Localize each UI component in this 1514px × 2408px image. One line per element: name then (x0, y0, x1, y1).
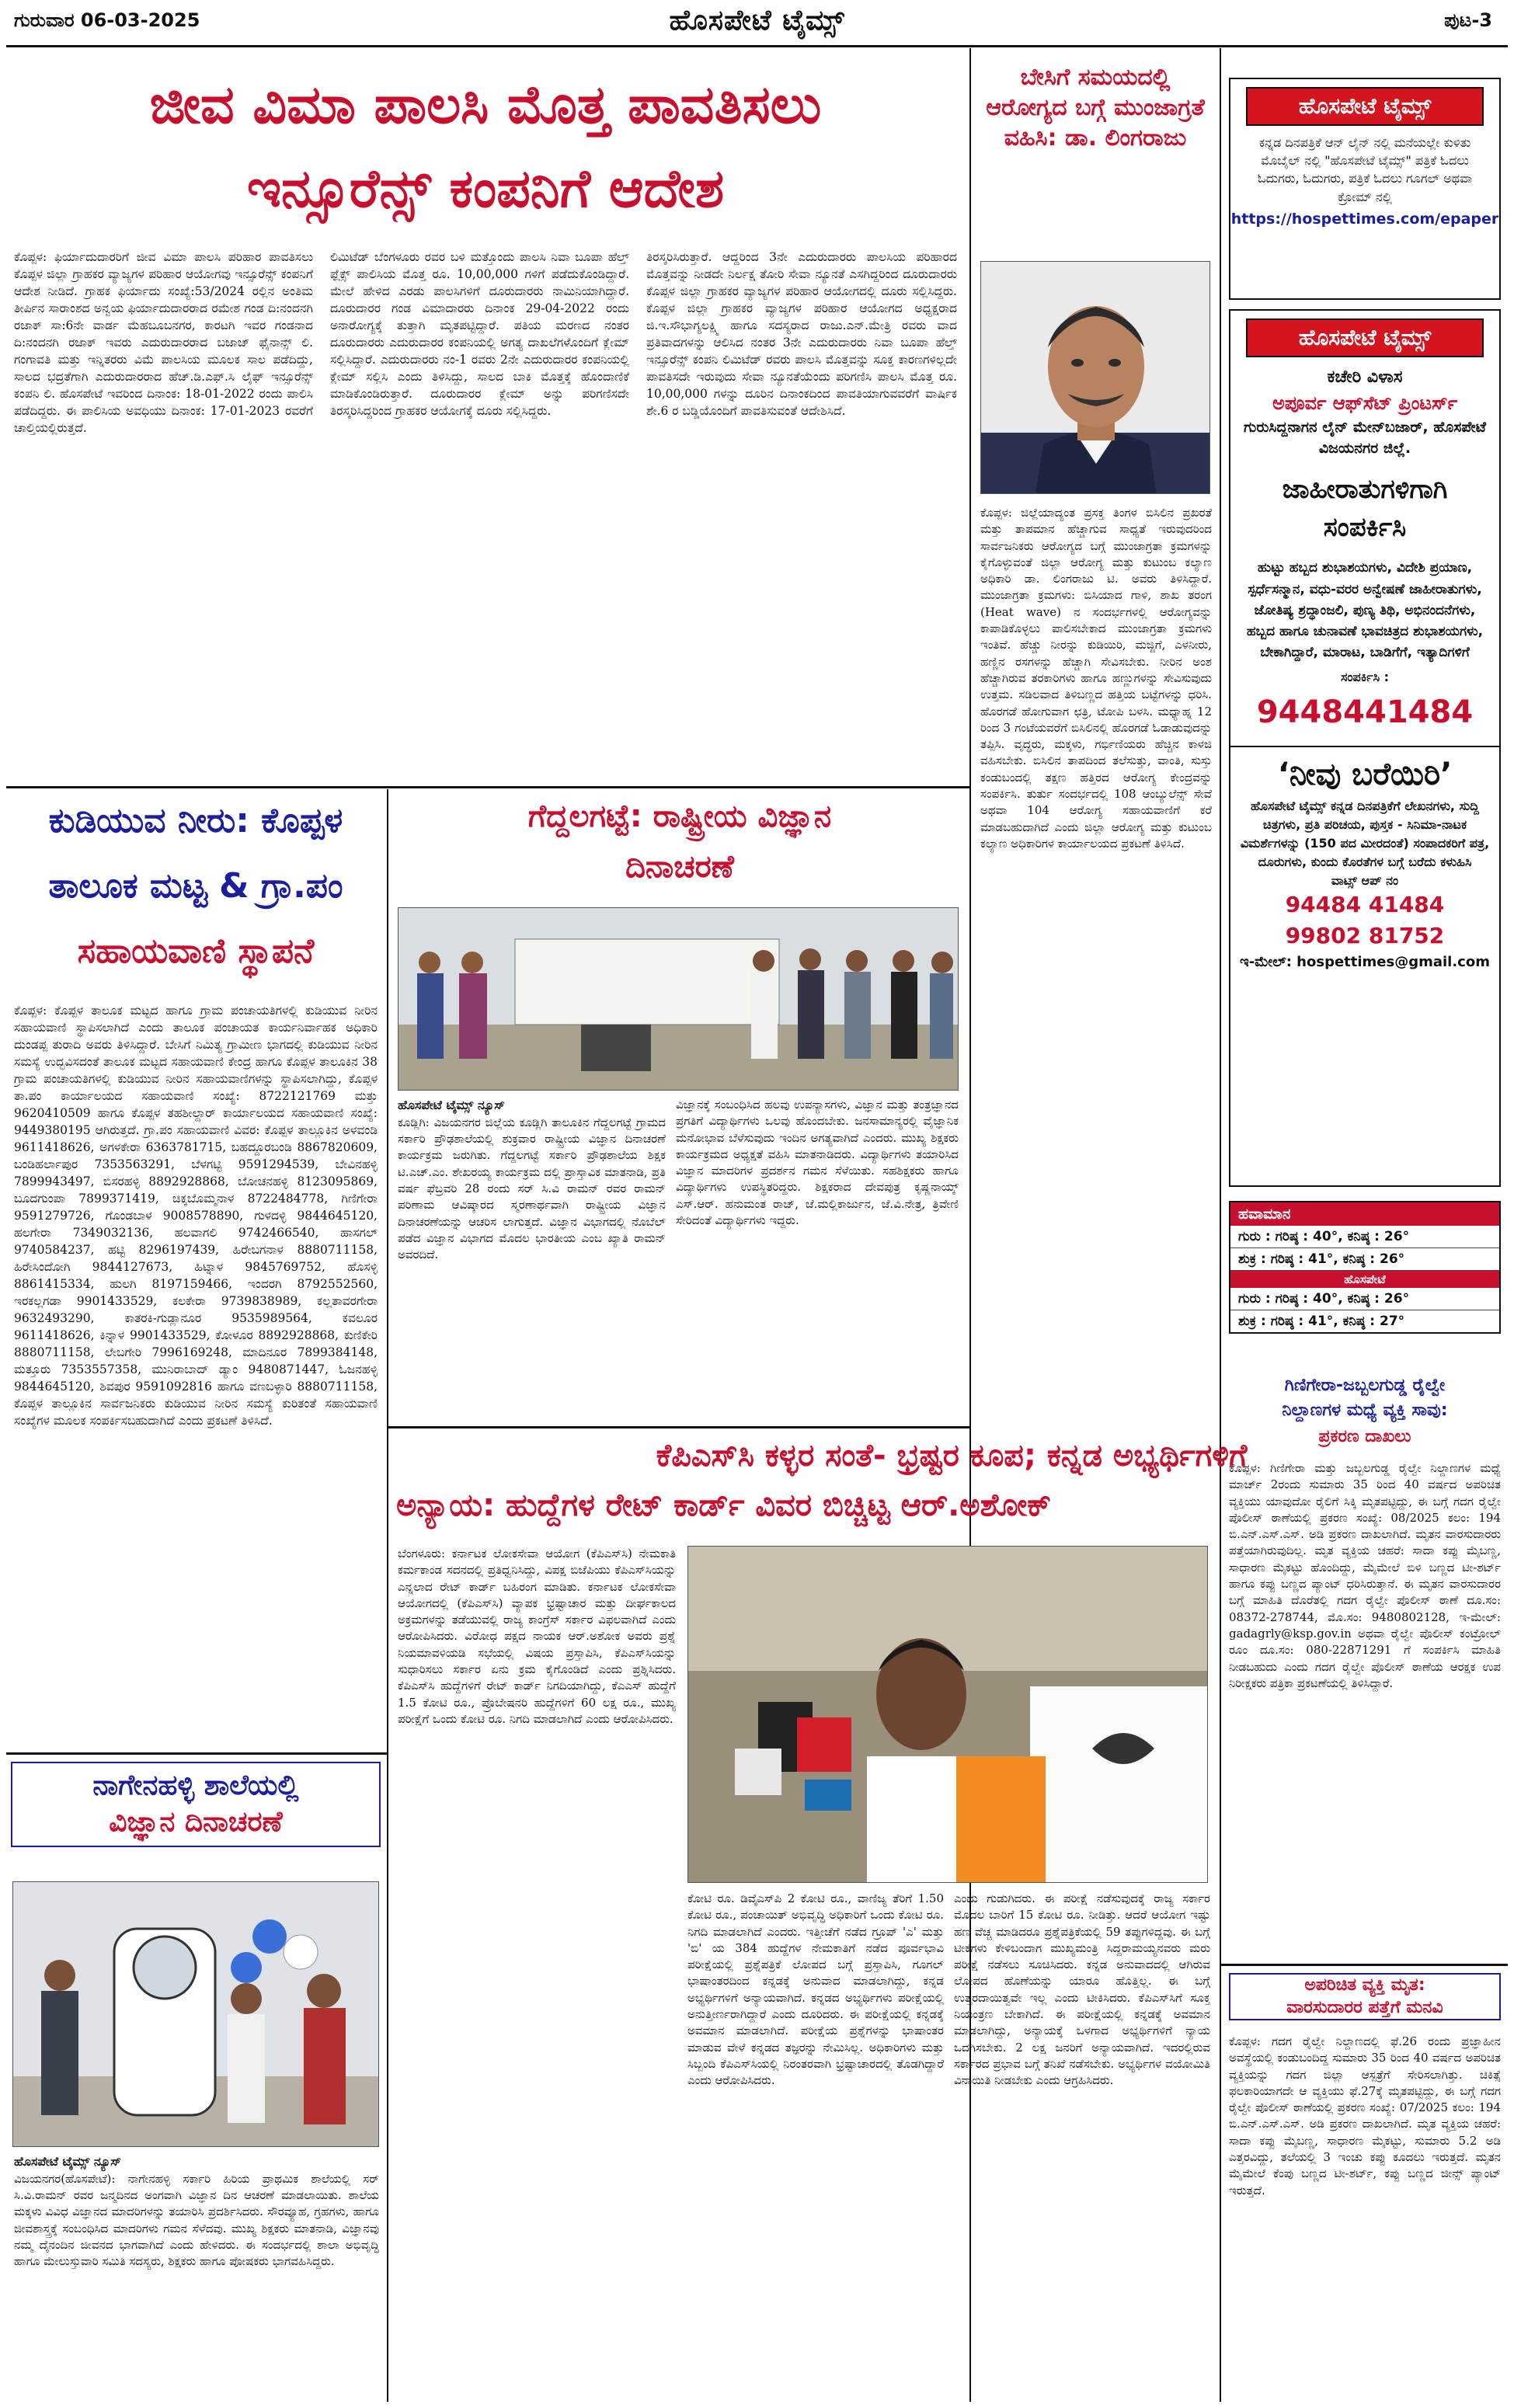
railway-body: ಕೊಪ್ಪಳ: ಗಿಣಿಗೇರಾ ಮತ್ತು ಜಬ್ಬಲಗುಡ್ಡ ರೈಲ್ವೇ ನಿಲ್ದಾಣಗಳ ಮಧ್ಯೆ ಮಾರ್ಚ್ 2ರಂದು ಸುಮಾರು 35 ರಿಂದ 40 ವರ್ಷದ ಅಪರಿಚಿತ ವ್ಯಕ್ತಿಯು ಯಾವುದೋ ರೈಲಿಗೆ ಸಿಕ್ಕಿ ಮೃತಪಟ್ಟಿದ್ದು, ಈ ಬಗ್ಗೆ ಗದಗ ರೈಲ್ವೇ ಪೊಲೀಸ್ ಠಾಣೆಯಲ್ಲಿ ಪ್ರಕರಣ ಸಂಖ್ಯೆ: 08/2025 ಕಲಂ: 194 ಬಿ.ಎನ್.ಎಸ್.ಎಸ್. ಅಡಿ ಪ್ರಕರಣ ದಾಖಲಾಗಿದೆ. ಮೃತನ ವಾರಸುದಾರರು ಪತ್ತೆಯಾಗಿರುವುದಿಲ್ಲ. ಮೃತ ವ್ಯಕ್ತಿಯ ಚಹರೆ: ಸಾದಾ ಕಪ್ಪು ಮೈಬಣ್ಣ, ಸಾಧಾರಣ ಮೈಕಟ್ಟು ಹೊಂದಿದ್ದು, ಮೈಮೇಲೆ ಬಿಳಿ ಬಣ್ಣದ ಟೀ-ಶರ್ಟ್ ಹಾಗೂ ಕಪ್ಪು ಬಣ್ಣದ ಪ್ಯಾಂಟ್ ಧರಿಸಿರುತ್ತಾನೆ. ಈ ಮೃತನ ವಾರಸುದಾರರ ಬಗ್ಗೆ ಮಾಹಿತಿ ದೊರೆತಲ್ಲಿ ಗದಗ ರೈಲ್ವೇ ಪೊಲೀಸ್ ಠಾಣೆ ದೂ.ಸಂ: 08372-278744, ಮೊ.ಸಂ: 9480802128, ಇ-ಮೇಲ್: gadagrly@ksp.gov.in ಅಥವಾ ರೈಲ್ವೇ ಪೊಲೀಸ್ ಕಂಟ್ರೋಲ್ ರೂಂ ದೂ.ಸಂ: 080-22871291 ಗೆ ಸಂಪರ್ಕಿಸಿ ಮಾಹಿತಿ ನೀಡಬಹುದು ಎಂದು ಗದಗ ರೈಲ್ವೇ ಪೊಲೀಸ್ ಠಾಣೆಯ ಆರಕ್ಷಕ ಉಪ ನಿರೀಕ್ಷಕರು ಪತ್ರಿಕಾ ಪ್ರಕಟಣೆಯಲ್ಲಿ ತಿಳಿಸಿದ್ದಾರೆ. (1229, 1461, 1501, 1690)
section-rule (1221, 1964, 1508, 1966)
school-headline-box (11, 1762, 381, 1847)
science-body-1: ಕೂಡ್ಲಿಗಿ: ವಿಜಯನಗರ ಜಿಲ್ಲೆಯ ಕೂಡ್ಲಿಗಿ ತಾಲೂಕಿನ ಗೆದ್ದಲಗಟ್ಟೆ ಗ್ರಾಮದ ಸರ್ಕಾರಿ ಪ್ರೌಢಶಾಲೆಯಲ್ಲಿ ಶುಕ್ರವಾರ ರಾಷ್ಟ್ರೀಯ ವಿಜ್ಞಾನ ದಿನಾಚರಣೆ ಕಾರ್ಯಕ್ರಮ ಜರುಗಿತು. ಗೆದ್ದಲಗಟ್ಟೆ ಸರ್ಕಾರಿ ಪ್ರೌಢಶಾಲೆಯ ಶಿಕ್ಷಕ ಟಿ.ಎಚ್.ಎಂ. ಶೇಖರಯ್ಯ ಕಾರ್ಯಕ್ರಮ ದಲ್ಲಿ ಪ್ರಾಸ್ತಾವಿಕ ಮಾತನಾಡಿ, ಪ್ರತಿ ವರ್ಷ ಫೆಬ್ರವರಿ 28 ರಂದು ಸರ್ ಸಿ.ವಿ ರಾಮನ್ ರವರ ರಾಮನ್ ಪರಿಣಾಮ ಆವಿಷ್ಕಾರದ ಸ್ಮರಣಾರ್ಥವಾಗಿ ರಾಷ್ಟ್ರೀಯ ವಿಜ್ಞಾನ ದಿನಾಚರಣೆಯನ್ನು ಆಚರಿಸ ಲಾಗುತ್ತದೆ. ವಿಜ್ಞಾನ ವಿಭಾಗದಲ್ಲಿ ನೊಬೆಲ್ ಪಡೆದ ವಿಜ್ಞಾನ ವಿಭಾಗದ ಮೊದಲ ಭಾರತೀಯ ಎಂಬ ಖ್ಯಾತಿ ರಾಮನ್ ಅವರದಿದೆ. (398, 1115, 666, 1262)
school-headline-2: ವಿಜ್ಞಾನ ದಿನಾಚರಣೆ (109, 1805, 283, 1838)
section-rule (6, 786, 969, 788)
lead-column-2: ಲಿಮಿಟೆಡ್ ಬೆಂಗಳೂರು ರವರ ಬಳಿ ಮತ್ತೊಂದು ಪಾಲಸಿ ನಿವಾ ಬೂಪಾ ಹೆಲ್ತ್ ಫ್ಲೆಕ್ಸ್ ಪಾಲಿಸಿಯ ಮೊತ್ತ ರೂ. 10,00,000 ಗಳಿಗೆ ಪಡೆದುಕೊಂಡಿದ್ದಾರೆ. ಮೇಲೆ ಹೇಳಿದ ಎರಡು ಪಾಲಸಿಗಳಿಗೆ ದೂರುದಾರರು ನಾಮಿನಿಯಾಗಿದ್ದಾರೆ. ದೂರುದಾರರ ಗಂಡ ವಿಮಾದಾರರು ದಿನಾಂಕ 29-04-2022 ರಂದು ಅನಾರೋಗ್ಯಕ್ಕೆ ತುತ್ತಾಗಿ ಮೃತಪಟ್ಟಿದ್ದಾರೆ. ಪತಿಯ ಮರಣದ ನಂತರ ದೂರುದಾರರು ಎದುರುದಾರರ ಕಂಪನಿಯಲ್ಲಿ ಅಗತ್ಯ ದಾಖಲೆಗಳೊಂದಿಗೆ ಕ್ಲೇಮ್ ಸಲ್ಲಿಸಿದ್ದಾರೆ. ಎದುರುದಾರರು ನಂ-1 ರವರು 2ನೇ ಎದುರುದಾರರ ಕಂಪನಿಯಲ್ಲಿ ಕ್ಲೇಮ್ ಸಲ್ಲಿಸಿ ಎಂದು ತಿಳಿಸಿದ್ದು, ಸಾಲದ ಬಾಕಿ ಮೊತ್ತಕ್ಕೆ ಹೊಂದಾಣಿಕೆ ಮಾಡಿಕೊಂಡಿರುತ್ತಾರೆ. ದೂರುದಾರರ ಕ್ಲೇಮ್ ಅನ್ನು ಪರಿಗಣಿಸದೇ ತಿರಸ್ಕರಿಸಿದ್ದರಿಂದ ಗ್ರಾಹಕರ ಆಯೋಗಕ್ಕೆ ದೂರು ಸಲ್ಲಿಸಿದ್ದರು. (330, 250, 629, 418)
office-address: ಗುರುಸಿದ್ದನಾಗನ ಲೈನ್ ಮೇನ್‌ಬಜಾರ್, ಹೊಸಪೇಟೆ ವಿಜಯನಗರ ಜಿಲ್ಲೆ. (1244, 418, 1486, 458)
weather-table (1229, 1201, 1501, 1334)
health-headline: ಬೇಸಿಗೆ ಸಮಯದಲ್ಲಿ ಆರೋಗ್ಯದ ಬಗ್ಗೆ ಮುಂಜಾಗ್ರತೆ ವಹಿಸಿ: ಡಾ. ಲಿಂಗರಾಜು (986, 64, 1205, 151)
contact-ad-box (1229, 309, 1501, 1187)
column-divider (1220, 48, 1221, 2402)
weather-row-a1: ಗುರು : ಗರಿಷ್ಠ : 40°, ಕನಿಷ್ಠ : 26° (1230, 1226, 1499, 1248)
printer-name: ಅಪೂರ್ವ ಆಫ್‌ಸೆಟ್ ಪ್ರಿಂಟರ್ಸ್ (1272, 391, 1458, 414)
email-link[interactable]: hospettimes@gmail.com (1296, 953, 1490, 970)
page-number: ಪುಟ-3 (1444, 9, 1492, 31)
contact-label: ಸಂಪರ್ಕಿಸಿ : (1340, 670, 1390, 685)
issue-date: ಗುರುವಾರ 06-03-2025 (14, 9, 200, 31)
kpsc-column-1: ಬೆಂಗಳೂರು: ಕರ್ನಾಟಕ ಲೋಕಸೇವಾ ಆಯೋಗ (ಕೆಪಿಎಸ್‌ಸಿ) ನೇಮಕಾತಿ ಕರ್ಮಕಾಂಡ ಸದನದಲ್ಲಿ ಪ್ರತಿಧ್ವನಿಸಿದ್ದು, ವಿಪಕ್ಷ ಬಿಜೆಪಿಯು ಕೆಪಿಎಸ್‌ಸಿಯನ್ನು ಎನ್ನಲಾದ ರೇಟ್ ಕಾರ್ಡ್ ಬಹಿರಂಗ ಮಾಡಿತು. ಕರ್ನಾಟಕ ಲೋಕಸೇವಾ ಆಯೋಗದಲ್ಲಿ (ಕೆಪಿಎಸ್‌ಸಿ) ವ್ಯಾಪಕ ಭ್ರಷ್ಟಾಚಾರ ಮತ್ತು ದೀರ್ಘಕಾಲದ ಅಕ್ರಮಗಳನ್ನು ತಡೆಯುವಲ್ಲಿ ರಾಜ್ಯ ಕಾಂಗ್ರೆಸ್ ಸರ್ಕಾರ ವಿಫಲವಾಗಿದೆ ಎಂದು ಆರೋಪಿಸಿದರು. ವಿರೋಧ ಪಕ್ಷದ ನಾಯಕ ಆರ್.ಅಶೋಕ ಅವರು ಪ್ರಶ್ನೆ ನಿಯಮಾವಳಿಯಡಿ ಸಭೆಯಲ್ಲಿ ವಿಷಯ ಪ್ರಸ್ತಾಪಿಸಿ, ಕೆಪಿಎಸ್‌ಸಿಯನ್ನು ಸುಧಾರಿಸಲು ಸರ್ಕಾರ ಏನು ಕ್ರಮ ಕೈಗೊಂಡಿದೆ ಎಂದು ಪ್ರಶ್ನಿಸಿದರು. ಕೆಪಿಎಸ್‌ಸಿ ಹುದ್ದೆಗಳಿಗೆ ರೇಟ್ ಕಾರ್ಡ್ ನಿಗದಿಯಾಗಿದ್ದು, ಕೆಎಎಸ್ ಹುದ್ದೆಗೆ 1.5 ಕೋಟಿ ರೂ., ಪ್ರೊಬೇಷನರಿ ಹುದ್ದೆಗಳಿಗೆ 60 ಲಕ್ಷ ರೂ., ಮುಖ್ಯ ಪರೀಕ್ಷೆಗೆ ಒಂದು ಕೋಟಿ ರೂ. ನಿಗದಿ ಮಾಡಲಾಗಿದೆ ಎಂದು ಆರೋಪಿಸಿದರು. (398, 1547, 676, 1726)
doctor-photo (980, 261, 1210, 494)
press-conference-photo (688, 1547, 1208, 1883)
r-ashok-photo (687, 1546, 1208, 1883)
lead-headline-line1: ಜೀವ ವಿಮಾ ಪಾಲಸಿ ಮೊತ್ತ ಪಾವತಿಸಲು (149, 75, 822, 136)
unknown-headline-2: ವಾರಸುದಾರರ ಪತ್ತೆಗೆ ಮನವಿ (1286, 1997, 1443, 2017)
kpsc-column-2: ಕೋಟಿ ರೂ. ಡಿವೈಎಸ್‌ಪಿ 2 ಕೋಟಿ ರೂ., ವಾಣಿಜ್ಯ ತೆರಿಗೆ 1.50 ಕೋಟಿ ರೂ., ಪಂಚಾಯಿತ್ ಅಭಿವೃದ್ಧಿ ಅಧಿಕಾರಿಗೆ ಒಂದು ಕೋಟಿ ರೂ. ನಿಗದಿ ಮಾಡಲಾಗಿದೆ ಎಂದರು. ಇತ್ತೀಚೆಗೆ ನಡೆದ ಗ್ರೂಪ್ 'ಎ' ಮತ್ತು 'ಬಿ' ಯ 384 ಹುದ್ದೆಗಳ ನೇಮಕಾತಿಗೆ ನಡೆದ ಪೂರ್ವಭಾವಿ ಪರೀಕ್ಷೆಯಲ್ಲಿ ಪ್ರಶ್ನೆಪತ್ರಿಕೆ ಲೋಪದ ಬಗ್ಗೆ ಪ್ರಸ್ತಾಪಿಸಿ, ಗೂಗಲ್ ಭಾಷಾಂತರದಿಂದ ಕನ್ನಡಕ್ಕೆ ಅನುವಾದ ಮಾಡಲಾಗಿದ್ದು, ಕನ್ನಡ ಅಭ್ಯರ್ಥಿಗಳಿಗೆ ಅನ್ಯಾಯವಾಗಿದೆ. ಕನ್ನಡದ ಅಭ್ಯರ್ಥಿಗಳು ಪರೀಕ್ಷೆಯಲ್ಲಿ ಅನುತ್ತೀರ್ಣರಾಗಿದ್ದಾರೆ ಎಂದು ದೂರಿದರು. ಈ ಪರೀಕ್ಷೆಯಲ್ಲಿ ಕನ್ನಡಕ್ಕೆ ಅವಮಾನ ಮಾಡಲಾಗಿದೆ. ಪರೀಕ್ಷೆಯ ಪ್ರಶ್ನೆಗಳನ್ನು ಭಾಷಾಂತರ ಮಾಡುವ ವೇಳೆ ಕನ್ನಡದ ತಜ್ಞರನ್ನು ನೇಮಿಸಿಲ್ಲ. ಅಧಿಕಾರಿಗಳು ಮತ್ತು ಸಿಬ್ಬಂದಿ ಕೆಪಿಎಸ್‌ಸಿಯಲ್ಲಿ ನಿರಂತರವಾಗಿ ಭ್ರಷ್ಟಾಚಾರದಲ್ಲಿ ತೊಡಗಿದ್ದಾರೆ ಎಂದು ಆರೋಪಿಸಿದರು. (687, 1891, 944, 2088)
writers-text: ಹೊಸಪೇಟೆ ಟೈಮ್ಸ್ ಕನ್ನಡ ದಿನಪತ್ರಿಕೆಗೆ ಲೇಖನಗಳು, ಸುದ್ದಿ ಚಿತ್ರಗಳು, ಪ್ರತಿ ಪರಿಚಯ, ಪುಸ್ತಕ - ಸಿನಿಮಾ-ನಾಟಕ ವಿಮರ್ಶೆಗಳನ್ನು (150 ಪದ ಮೀರದಂತೆ) ಸಂಪಾದಕರಿಗೆ ಪತ್ರ, ದೂರುಗಳು, ಕುಂದು ಕೊರತೆಗಳ ಬಗ್ಗೆ ಬರೆದು ಕಳುಹಿಸಿ (1240, 798, 1490, 869)
ads-title: ಜಾಹೀರಾತುಗಳಿಗಾಗಿ (1282, 473, 1448, 505)
whatsapp-phone-1[interactable]: 94484 41484 (1285, 891, 1445, 917)
column-divider (387, 789, 388, 2402)
whatsapp-label: ವಾಟ್ಸ್ ಆಪ್ ನಂ (1331, 872, 1399, 888)
science-column-2: ವಿಜ್ಞಾನಕ್ಕೆ ಸಂಬಂಧಿಸಿದ ಹಲವು ಉಪನ್ಯಾಸಗಳು, ವಿಜ್ಞಾನ ಮತ್ತು ತಂತ್ರಜ್ಞಾನದ ಪ್ರಗತಿಗೆ ವಿದ್ಯಾರ್ಥಿಗಳು ಒಲವು ಹೊಂದಬೇಕು. ಜನಸಾಮಾನ್ಯರಲ್ಲಿ ವೈಜ್ಞಾನಿಕ ಮನೋಭಾವ ಬೆಳೆಸುವುದು ಇಂದಿನ ಅಗತ್ಯವಾಗಿದೆ ಎಂದರು. ಮುಖ್ಯ ಶಿಕ್ಷಕರು ಕಾರ್ಯಕ್ರಮದ ಅಧ್ಯಕ್ಷತೆ ವಹಿಸಿ ಮಾತನಾಡಿದರು. ವಿದ್ಯಾರ್ಥಿಗಳು ತಯಾರಿಸಿದ ವಿಜ್ಞಾನ ಮಾದರಿಗಳ ಪ್ರದರ್ಶನ ಗಮನ ಸೆಳೆಯಿತು. ಸಹಶಿಕ್ಷಕರು ಹಾಗೂ ವಿದ್ಯಾರ್ಥಿಗಳು ಉಪಸ್ಥಿತರಿದ್ದರು. ಶಿಕ್ಷಕರಾದ ದೇವಪುತ್ರ ಕೃಷ್ಣನಾಯ್ಕ್ ಎಸ್.ಆರ್. ಹನುಮಂತ ರಾಜ್, ಜೆ.ಮಲ್ಲಿಕಾರ್ಜುನ, ಜೆ.ವಿ.ನೇತ್ರ, ತ್ರಿವೇಣಿ ಸೇರಿದಂತೆ ವಿದ್ಯಾರ್ಥಿಗಳು ಇದ್ದರು. (676, 1098, 959, 1228)
health-body: ಕೊಪ್ಪಳ: ಜಿಲ್ಲೆಯಾದ್ಯಂತ ಪ್ರಸಕ್ತ ತಿಂಗಳ ಬಿಸಿಲಿನ ಪ್ರಖರತೆ ಮತ್ತು ತಾಪಮಾನ ಹೆಚ್ಚಾಗುವ ಸಾಧ್ಯತೆ ಇರುವುದರಿಂದ ಸಾರ್ವಜನಿಕರು ಆರೋಗ್ಯದ ಬಗ್ಗೆ ಮುಂಜಾಗ್ರತಾ ಕ್ರಮಗಳನ್ನು ಕೈಗೊಳ್ಳುವಂತೆ ಜಿಲ್ಲಾ ಆರೋಗ್ಯ ಮತ್ತು ಕುಟುಂಬ ಕಲ್ಯಾಣ ಅಧಿಕಾರಿ ಡಾ. ಲಿಂಗರಾಜು ಟಿ. ಅವರು ತಿಳಿಸಿದ್ದಾರೆ. ಮುಂಜಾಗ್ರತಾ ಕ್ರಮಗಳು: ಬಿಸಿಯಾದ ಗಾಳಿ, ಶಾಖ ತರಂಗ (Heat wave) ನ ಸಂದರ್ಭಗಳಲ್ಲಿ ಆರೋಗ್ಯವನ್ನು ಕಾಪಾಡಿಕೊಳ್ಳಲು ಪಾಲಿಸಬೇಕಾದ ಮುಂಜಾಗ್ರತಾ ಕ್ರಮಗಳು ಇಂತಿವೆ. ಹೆಚ್ಚು ನೀರನ್ನು ಕುಡಿಯಿರಿ, ಮಜ್ಜಿಗೆ, ಎಳನೀರು, ಹಣ್ಣಿನ ರಸಗಳನ್ನು ಹೆಚ್ಚಾಗಿ ಸೇವಿಸಬೇಕು. ನೀರಿನ ಅಂಶ ಹೆಚ್ಚಾಗಿರುವ ತರಕಾರಿಗಳು ಹಾಗೂ ಹಣ್ಣುಗಳನ್ನು ಸೇವಿಸುವುದು ಉತ್ತಮ. ಸಡಿಲವಾದ ತಿಳಿಬಣ್ಣದ ಹತ್ತಿಯ ಬಟ್ಟೆಗಳನ್ನು ಧರಿಸಿ. ಹೊರಗಡೆ ಹೋಗುವಾಗ ಛತ್ರಿ, ಟೋಪಿ ಬಳಸಿ. ಮಧ್ಯಾಹ್ನ 12 ರಿಂದ 3 ಗಂಟೆಯವರೆಗೆ ಬಿಸಿಲಿನಲ್ಲಿ ಹೊರಗಡೆ ಓಡಾಡುವುದನ್ನು ತಪ್ಪಿಸಿ. ವೃದ್ಧರು, ಮಕ್ಕಳು, ಗರ್ಭಿಣಿಯರು ಹೆಚ್ಚಿನ ಕಾಳಜಿ ವಹಿಸಬೇಕು. ಬಿಸಿಲಿನ ತಾಪದಿಂದ ತಲೆಸುತ್ತು, ವಾಂತಿ, ಸುಸ್ತು ಕಂಡುಬಂದಲ್ಲಿ ತಕ್ಷಣ ಹತ್ತಿರದ ಆರೋಗ್ಯ ಕೇಂದ್ರವನ್ನು ಸಂಪರ್ಕಿಸಿ. ತುರ್ತು ಸಂದರ್ಭದಲ್ಲಿ 108 ಆಂಬ್ಯುಲೆನ್ಸ್ ಸೇವೆ ಅಥವಾ 104 ಆರೋಗ್ಯ ಸಹಾಯವಾಣಿಗೆ ಕರೆ ಮಾಡಬಹುದಾಗಿದೆ ಎಂದು ಜಿಲ್ಲಾ ಆರೋಗ್ಯ ಮತ್ತು ಕುಟುಂಬ ಕಲ್ಯಾಣ ಅಧಿಕಾರಿಗಳ ಕಾರ್ಯಾಲಯದ ಪ್ರಕಟಣೆ ತಿಳಿಸಿದೆ. (980, 506, 1212, 851)
office-label: ಕಚೇರಿ ವಿಳಾಸ (1327, 367, 1403, 387)
section-rule (6, 1752, 387, 1755)
school-headline-1: ನಾಗೇನಹಳ್ಳಿ ಶಾಲೆಯಲ್ಲಿ (92, 1769, 299, 1801)
ads-contact-heading: ಸಂಪರ್ಕಿಸಿ (1323, 512, 1407, 544)
epaper-url-link[interactable]: https://hospettimes.com/epaper (1230, 210, 1499, 228)
weather-row-b1: ಗುರು : ಗರಿಷ್ಠ : 40°, ಕನಿಷ್ಠ : 26° (1230, 1288, 1499, 1310)
header-rule (6, 45, 1508, 47)
unknown-headline-box (1229, 1973, 1501, 2020)
science-headline-2: ದಿನಾಚರಣೆ (625, 849, 734, 885)
epaper-ad-box (1229, 78, 1501, 300)
weather-row-b2: ಶುಕ್ರ : ಗರಿಷ್ಠ : 41°, ಕನಿಷ್ಠ : 27° (1238, 1314, 1405, 1329)
science-headline-1: ಗೆದ್ದಲಗಟ್ಟೆ: ರಾಷ್ಟ್ರೀಯ ವಿಜ್ಞಾನ (527, 799, 832, 834)
ad-divider (1230, 746, 1499, 747)
ads-phone[interactable]: 9448441484 (1256, 694, 1474, 730)
unknown-body: ಕೊಪ್ಪಳ: ಗದಗ ರೈಲ್ವೇ ನಿಲ್ದಾಣದಲ್ಲಿ ಫೆ.26 ರಂದು ಪ್ರಜ್ಞಾಹೀನ ಅವಸ್ಥೆಯಲ್ಲಿ ಕಂಡುಬಂದಿದ್ದ ಸುಮಾರು 35 ರಿಂದ 40 ವರ್ಷದ ಅಪರಿಚಿತ ವ್ಯಕ್ತಿಯನ್ನು ಗದಗ ಜಿಲ್ಲಾ ಆಸ್ಪತ್ರೆಗೆ ಸೇರಿಸಲಾಗಿತ್ತು. ಚಿಕಿತ್ಸೆ ಫಲಕಾರಿಯಾಗದೇ ಆ ವ್ಯಕ್ತಿಯು ಫೆ.27ಕ್ಕೆ ಮೃತಪಟ್ಟಿದ್ದು, ಈ ಬಗ್ಗೆ ಗದಗ ರೈಲ್ವೇ ಪೊಲೀಸ್ ಠಾಣೆಯಲ್ಲಿ ಪ್ರಕರಣ ಸಂಖ್ಯೆ: 07/2025 ಕಲಂ: 194 ಬಿ.ಎನ್.ಎಸ್.ಎಸ್. ಅಡಿ ಪ್ರಕರಣ ದಾಖಲಾಗಿದೆ. ಮೃತ ವ್ಯಕ್ತಿಯ ಚಹರೆ: ಸಾದಾ ಕಪ್ಪು ಮೈಬಣ್ಣ, ಸಾಧಾರಣ ಮೈಕಟ್ಟು, ಸುಮಾರು 5.2 ಅಡಿ ಎತ್ತರವಿದ್ದು, ತಲೆಯಲ್ಲಿ 3 ಇಂಚು ಕಪ್ಪು ಕೂದಲು ಇರುತ್ತದೆ. ಮೃತನ ಮೈಮೇಲೆ ಕೆಂಪು ಬಣ್ಣದ ಟೀ-ಶರ್ಟ್, ಕಪ್ಪು ಬಣ್ಣದ ಜೀನ್ಸ್ ಪ್ಯಾಂಟ್ ಇರುತ್ತದೆ. (1229, 2034, 1501, 2197)
lead-column-1: ಕೊಪ್ಪಳ: ಫಿರ್ಯಾದುದಾರರಿಗೆ ಜೀವ ವಿಮಾ ಪಾಲಸಿ ಪರಿಹಾರ ಪಾವತಿಸಲು ಕೊಪ್ಪಳ ಜಿಲ್ಲಾ ಗ್ರಾಹಕರ ವ್ಯಾಜ್ಯಗಳ ಪರಿಹಾರ ಆಯೋಗವು ಇನ್ಸೂರೆನ್ಸ್ ಕಂಪನಿಗೆ ಆದೇಶ ನೀಡಿದೆ. ಗ್ರಾಹಕ ಫಿರ್ಯಾದು ಸಂಖ್ಯೆ:53/2024 ರಲ್ಲಿನ ಅಂತಿಮ ತೀರ್ಪಿನ ಸಾರಾಂಶದ ಅನ್ವಯ ಫಿರ್ಯಾದುದಾರರಾದ ರಮೇಶ ಗಂಡ ದಿ:ನಂದನಗಿ ರಜಾಕ್ ಸಾ:6ನೇ ವಾರ್ಡ ಮೆಹಬೂಬನಗರ, ಕಾರಟಗಿ ಇವರ ಗಂಡನಾದ ದಿ:ನಂದನಗಿ ರಜಾಕ್ ಇವರು ಎದುರುದಾರರಾದ ಬಜಾಜ್ ಫೈನಾನ್ಸ್ ಲಿ. ಗಂಗಾವತಿ ಮತ್ತು ಇನ್ನಿತರರು ವಿಮೆ ಪಾಲಸಿಯ ಮೂಲಕ ಸಾಲ ಪಡೆದಿದ್ದು, ಸಾಲದ ಭದ್ರತೆಗಾಗಿ ಎದುರುದಾರರಾದ ಹೆಚ್.ಡಿ.ಎಫ್.ಸಿ ಲೈಫ್ ಇನ್ಸೂರೆನ್ಸ್ ಕಂಪನಿ ಲಿ. ಹೊಸಪೇಟೆ ಇವರಿಂದ ದಿನಾಂಕ: 18-01-2022 ರಂದು ಪಾಲಿಸಿ ಪಡೆದಿದ್ದರು. ಈ ಪಾಲಿಸಿಯ ಅವಧಿಯು ದಿನಾಂಕ: 17-01-2023 ರವರೆಗೆ ಚಾಲ್ತಿಯಲ್ಲಿರುತ್ತದೆ. (14, 250, 313, 435)
lead-column-3: ತಿರಸ್ಕರಿಸಿರುತ್ತಾರೆ. ಆದ್ದರಿಂದ 3ನೇ ಎದುರುದಾರರು ಪಾಲಸಿಯ ಪರಿಹಾರದ ಮೊತ್ತವನ್ನು ನೀಡದೇ ನಿರ್ಲಕ್ಷ ತೋರಿ ಸೇವಾ ನ್ಯೂನತೆ ಎಸಗಿದ್ದರಿಂದ ದೂರುದಾರರು ಕೊಪ್ಪಳ ಜಿಲ್ಲಾ ಗ್ರಾಹಕರ ವ್ಯಾಜ್ಯಗಳ ಪರಿಹಾರ ಆಯೋಗದಲ್ಲಿ ದೂರು ಸಲ್ಲಿಸಿದ್ದರು. ಕೊಪ್ಪಳ ಜಿಲ್ಲಾ ಗ್ರಾಹಕರ ವ್ಯಾಜ್ಯಗಳ ಪರಿಹಾರ ಆಯೋಗದ ಅಧ್ಯಕ್ಷರಾದ ಜಿ.ಇ.ಸೌಭಾಗ್ಯಲಕ್ಷ್ಮಿ ಹಾಗೂ ಸದಸ್ಯರಾದ ರಾಜು.ಎನ್.ಮೇತ್ರಿ ರವರು ವಾದ ಪ್ರತಿವಾದಗಳನ್ನು ಆಲಿಸಿದ ನಂತರ 3ನೇ ಎದುರುದಾರರು ನಿವಾ ಬೂಪಾ ಹೆಲ್ತ್ ಇನ್ಸೂರೆನ್ಸ್ ಕಂಪನಿ ಲಿಮಿಟೆಡ್ ರವರು ಪಾಲಸಿ ಮೊತ್ತವನ್ನು ಸೂಕ್ತ ಕಾರಣಗಳಿಲ್ಲದೇ ಪಾವತಿಸದೇ ಇರುವುದು ಸೇವಾ ನ್ಯೂನತೆಯೆಂದು ಪರಿಗಣಿಸಿ ಪಾಲಸಿ ಮೊತ್ತ ರೂ. 10,00,000 ಗಳನ್ನು ದೂರಿನ ದಿನಾಂಕದಿಂದ ಪಾವತಿಯಾಗುವವರೆಗೆ ವಾರ್ಷಿಕ ಶೇ.6 ರ ಬಡ್ಡಿಯೊಂದಿಗೆ ಪಾವತಿಸುವಂತೆ ಆದೇಶಿಸಿದೆ. (646, 250, 957, 418)
science-group-photo (399, 908, 959, 1091)
railway-headline-1: ಗಿಣಿಗೇರಾ-ಜಬ್ಬಲಗುಡ್ಡ ರೈಲ್ವೇ (1284, 1376, 1446, 1395)
science-column-1 (398, 1097, 666, 1423)
school-column (14, 2153, 379, 2400)
whatsapp-phone-2[interactable]: 99802 81752 (1285, 923, 1445, 949)
science-day-photo (398, 907, 959, 1091)
water-body: ಕೊಪ್ಪಳ: ಕೊಪ್ಪಳ ತಾಲೂಕ ಮಟ್ಟದ ಹಾಗೂ ಗ್ರಾಮ ಪಂಚಾಯತಿಗಳಲ್ಲಿ ಕುಡಿಯುವ ನೀರಿನ ಸಹಾಯವಾಣಿ ಸ್ಥಾಪಿಸಲಾಗಿದೆ ಎಂದು ತಾಲೂಕ ಪಂಚಾಯತ ಕಾರ್ಯನಿರ್ವಾಹಕ ಅಧಿಕಾರಿ ದುಂಡಪ್ಪ ತುರಾದಿ ಅವರು ತಿಳಿಸಿದ್ದಾರೆ. ಬೇಸಿಗೆ ನಿಮಿತ್ಯ ಗ್ರಾಮೀಣ ಭಾಗದಲ್ಲಿ ಕುಡಿಯುವ ನೀರಿನ ಸಮಸ್ಯೆ ಉದ್ಭವಿಸದಂತೆ ತಾಲೂಕ ಮಟ್ಟದ ಸಹಾಯವಾಣಿ ಕೇಂದ್ರ ಹಾಗೂ ಕೊಪ್ಪಳ ತಾಲೂಕಿನ 38 ಗ್ರಾಮ ಪಂಚಾಯತಿಗಳಲ್ಲಿ ಕುಡಿಯುವ ನೀರಿನ ಸಹಾಯವಾಣಿಗಳನ್ನು ಸ್ಥಾಪಿಸಲಾಗಿದ್ದು, ಕೊಪ್ಪಳ ತಾ.ಪಂ ಕಾರ್ಯಾಲಯದ ಸಹಾಯವಾಣಿ ಸಂಖ್ಯೆ: 8722121769 ಮತ್ತು 9620410509 ಹಾಗೂ ಕೊಪ್ಪಳ ತಹಶೀಲ್ದಾರ್ ಕಾರ್ಯಾಲಯದ ಸಹಾಯವಾಣಿ ಸಂಖ್ಯೆ: 9449380195 ಆಗಿರುತ್ತದೆ. ಗ್ರಾ.ಪಂ ಸಹಾಯವಾಣಿ ವಿವರ: ಕೊಪ್ಪಳ ತಾಲ್ಲೂಕಿನ ಅಳವಂಡಿ 9611418626, ಅಗಳಕೇರಾ 6363781715, ಬಹದ್ದೂರಬಂಡಿ 8867820609, ಬಂಡಿಹರ್ಲಾಪುರ 7353563291, ಬೆಳಗಟ್ಟಿ 9591294539, ಬೇವಿನಹಳ್ಳಿ 7899943497, ಬಿಸರಹಳ್ಳಿ 8892928868, ಬೋಚನಹಳ್ಳಿ 8123095869, ಬೂದಗುಂಪಾ 7899371419, ಚಿಕ್ಕಬೊಮ್ಮನಾಳ 8722484778, ಗಿಣಿಗೇರಾ 9591279726, ಗೊಂಡಬಾಳ 9008578890, ಗುಳದಳ್ಳಿ 9844645120, ಹಲಗೇರಾ 7349032136, ಹಲವಾಗಲಿ 9742466540, ಹಾಸಗಲ್ 9740584237, ಹಟ್ಟಿ 8296197439, ಹಿರೇಬಗನಾಳ 8880711158, ಹಿರೇಸಿಂದೋಗಿ 9844127673, ಹಿಟ್ನಾಳ 9845769752, ಹೊಸಳ್ಳಿ 8861415334, ಹುಲಗಿ 8197159466, ಇಂದರಗಿ 8792552560, ಇರಕಲ್ಲಗಡಾ 9901433529, ಕಲಕೇರಾ 9739838989, ಕಲ್ಲತಾವರಗೇರಾ 9632493290, ಕಾತರಕಿ-ಗುಡ್ಲಾನೂರ 9535989564, ಕವಲೂರ 9611418626, ಕಿನ್ನಾಳ 9901433529, ಕೋಳೂರ 8892928868, ಕುಣಿಕೇರಿ 8880711158, ಲೇಬಗೇರಿ 7996169248, ಮಾದಿನೂರ 7899384148, ಮತ್ತೂರು 7353557358, ಮುನಿರಾಬಾದ್ ಡ್ಯಾಂ 9480871447, ಓಜನಹಳ್ಳಿ 9844645120, ಶಿವಪುರ 9591092816 ಹಾಗೂ ವಣಬಳ್ಳಾರಿ 8880711158, ಕೊಪ್ಪಳ ತಾಲ್ಲೂಕಿನ ಸಾರ್ವಜನಿಕರು ಕುಡಿಯುವ ನೀರಿನ ಸಮಸ್ಯೆ ಕುರಿತಂತೆ ಸಹಾಯವಾಣಿ ಸಂಖ್ಯೆಗಳ ಮೂಲಕ ಸಂಪರ್ಕಿಸಬಹುದಾಗಿದೆ ಎಂದು ಪ್ರಕಟಣೆ ತಿಳಿಸಿದೆ. (14, 1004, 378, 1428)
kpsc-column-3: ಎಂದು ಗುಡುಗಿದರು. ಈ ಪರೀಕ್ಷೆ ನಡೆಸುವುದಕ್ಕೆ ರಾಜ್ಯ ಸರ್ಕಾರ ಮೊದಲ ಬಾರಿಗೆ 15 ಕೋಟಿ ರೂ. ನೀಡಿತ್ತು. ಆದರೆ ಆಯೋಗ ಇಷ್ಟು ಹಣ ವೆಚ್ಚ ಮಾಡಿದರೂ ಪ್ರಶ್ನೆಪತ್ರಿಕೆಯಲ್ಲಿ 59 ತಪ್ಪುಗಳಿದ್ದವು. ಈ ಬಗ್ಗೆ ಟೀಕೆಗಳು ಕೇಳಿಬಂದಾಗ ಮುಖ್ಯಮಂತ್ರಿ ಸಿದ್ದರಾಮಯ್ಯನವರು ಮರು ಪರೀಕ್ಷೆ ನಡೆಸಲು ಸೂಚಿಸಿದರು. ಕನ್ನಡ ಅನುವಾದದಲ್ಲಿ ಆಗಿರುವ ಲೋಪದ ಹೊಣೆಯನ್ನು ಯಾರೂ ಹೊತ್ತಿಲ್ಲ. ಈ ಬಗ್ಗೆ ಉತ್ತರದಾಯಿತ್ವವೇ ಇಲ್ಲ ಎಂದು ಟೀಕಿಸಿದರು. ಕೆಪಿಎಸ್‌ಸಿಗೆ ಸೂಕ್ತ ನಿಯಂತ್ರಣ ಬೇಕಾಗಿದೆ. ಈ ಪರೀಕ್ಷೆಯಲ್ಲಿ ಕನ್ನಡಕ್ಕೆ ಅವಮಾನ ಮಾಡಲಾಗಿದ್ದು, ಅನ್ಯಾಯಕ್ಕೆ ಒಳಗಾದ ಅಭ್ಯರ್ಥಿಗಳಿಗೆ ನ್ಯಾಯ ಒದಗಿಸಬೇಕು. 2 ಲಕ್ಷ ಜನರಿಗೆ ಅನ್ಯಾಯವಾಗಿದೆ. ಇದರಲ್ಲಿರುವ ಸರ್ಕಾರದ ಪ್ರಭಾವ ಬಗ್ಗೆ ತನಿಖೆ ನಡೆಸಬೇಕು. ಅಭ್ಯರ್ಥಿಗಳ ವಯೋಮಿತಿ ವಿನಾಯಿತಿ ನೀಡಬೇಕು ಎಂದು ಆಗ್ರಹಿಸಿದರು. (954, 1891, 1210, 2088)
masthead: ಹೊಸಪೇಟೆ ಟೈಮ್ಸ್ (669, 5, 845, 37)
epaper-ad-banner: ಹೊಸಪೇಟೆ ಟೈಮ್ಸ್ (1246, 87, 1484, 126)
water-headline-2: ತಾಲೂಕ ಮಟ್ಟ & ಗ್ರಾ.ಪಂ (48, 866, 343, 906)
school-body: ವಿಜಯನಗರ(ಹೊಸಪೇಟೆ): ನಾಗೇನಹಳ್ಳಿ ಸರ್ಕಾರಿ ಹಿರಿಯ ಪ್ರಾಥಮಿಕ ಶಾಲೆಯಲ್ಲಿ ಸರ್ ಸಿ.ವಿ.ರಾಮನ್ ರವರ ಜನ್ಮದಿನದ ಅಂಗವಾಗಿ ವಿಜ್ಞಾನ ದಿನ ಆಚರಣೆ ಮಾಡಲಾಯಿತು. ಶಾಲೆಯ ಮಕ್ಕಳು ವಿವಿಧ ವಿಜ್ಞಾನದ ಮಾದರಿಗಳನ್ನು ತಯಾರಿಸಿ ಪ್ರದರ್ಶಿಸಿದರು. ಸೌರವ್ಯೂಹ, ಗ್ರಹಗಳು, ಹಾಗೂ ಜೀವಶಾಸ್ತ್ರಕ್ಕೆ ಸಂಬಂಧಿಸಿದ ಮಾದರಿಗಳು ಗಮನ ಸೆಳೆದವು. ಮುಖ್ಯ ಶಿಕ್ಷಕರು ಮಾತನಾಡಿ, ವಿಜ್ಞಾನವು ನಮ್ಮ ದೈನಂದಿನ ಜೀವನದ ಭಾಗವಾಗಿದೆ ಎಂದು ಹೇಳಿದರು. ಈ ಸಂದರ್ಭದಲ್ಲಿ ಶಾಲಾ ಅಭಿವೃದ್ಧಿ ಹಾಗೂ ಮೇಲುಸ್ತುವಾರಿ ಸಮಿತಿ ಸದಸ್ಯರು, ಶಿಕ್ಷಕರು ಹಾಗೂ ಪೋಷಕರು ಭಾಗವಹಿಸಿದ್ದರು. (14, 2171, 379, 2269)
ads-categories: ಹುಟ್ಟು ಹಬ್ಬದ ಶುಭಾಶಯಗಳು, ವಿದೇಶಿ ಪ್ರಯಾಣ, ಸ್ಪರ್ಧೆಸನ್ಮಾನ, ವಧು-ವರರ ಅನ್ವೇಷಣೆ ಜಾಹೀರಾತುಗಳು, ಜೋತಿಷ್ಯ ಶ್ರದ್ಧಾಂಜಲಿ, ಪುಣ್ಯ ತಿಥಿ, ಅಭಿನಂದನೆಗಳು, ಹಬ್ಬದ ಹಾಗೂ ಚುನಾವಣೆ ಭಾವಚಿತ್ರದ ಶುಭಾಶಯಗಳು, ಬೇಕಾಗಿದ್ದಾರೆ, ಮಾರಾಟ, ಬಾಡಿಗೆಗೆ, ಇತ್ಯಾದಿಗಳಿಗೆ (1246, 560, 1484, 661)
science-byline: ಹೊಸಪೇಟೆ ಟೈಮ್ಸ್ ನ್ಯೂಸ್ (398, 1098, 505, 1112)
weather-title: ಹವಾಮಾನ (1230, 1202, 1499, 1226)
water-headline-3: ಸಹಾಯವಾಣಿ ಸ್ಥಾಪನೆ (77, 931, 315, 971)
water-headline-1: ಕುಡಿಯುವ ನೀರು: ಕೊಪ್ಪಳ (48, 801, 343, 840)
contact-ad-banner: ಹೊಸಪೇಟೆ ಟೈಮ್ಸ್ (1246, 318, 1484, 357)
weather-city: ಹೊಸಪೇಟೆ (1230, 1271, 1499, 1288)
lead-headline-line2: ಇನ್ಸೂರೆನ್ಸ್ ಕಂಪನಿಗೆ ಆದೇಶ (246, 158, 725, 220)
school-event-photo (12, 1881, 379, 2147)
epaper-ad-text: ಕನ್ನಡ ದಿನಪತ್ರಿಕೆ ಆನ್ ಲೈನ್ ನಲ್ಲಿ ಮನೆಯಲ್ಲೇ ಕುಳಿತು ಮೊಬೈಲ್ ನಲ್ಲಿ "ಹೊಸಪೇಟೆ ಟೈಮ್ಸ್" ಪತ್ರಿಕೆ ಓದಲು ಓದುಗರು, ಓದುಗರು, ಪತ್ರಿಕೆ ಓದಲು ಗೂಗಲ್ ಅಥವಾ ಕ್ರೋಮ್ ನಲ್ಲಿ (1257, 135, 1473, 204)
doctor-portrait (981, 262, 1210, 494)
kpsc-headline-1: ಕೆಪಿಎಸ್‌ಸಿ ಕಳ್ಳರ ಸಂತೆ- ಭ್ರಷ್ಟರ ಕೂಪ; ಕನ್ನಡ ಅಭ್ಯರ್ಥಿಗಳಿಗೆ (656, 1438, 1248, 1474)
railway-headline-2: ನಿಲ್ದಾಣಗಳ ಮಧ್ಯೆ ವ್ಯಕ್ತಿ ಸಾವು: (1282, 1401, 1448, 1420)
railway-headline-3: ಪ್ರಕರಣ ದಾಖಲು (1318, 1427, 1411, 1446)
writers-title: ‘ನೀವು ಬರೆಯಿರಿ’ (1277, 756, 1453, 792)
weather-row-a2: ಶುಕ್ರ : ಗರಿಷ್ಠ : 41°, ಕನಿಷ್ಠ : 26° (1230, 1248, 1499, 1271)
email-label: ಇ-ಮೇಲ್: (1240, 953, 1292, 970)
kpsc-headline-2: ಅನ್ಯಾಯ: ಹುದ್ದೆಗಳ ರೇಟ್ ಕಾರ್ಡ್ ವಿವರ ಬಿಚ್ಚಿಟ್ಟ ಆರ್.ಅಶೋಕ್ (396, 1488, 1052, 1523)
school-byline: ಹೊಸಪೇಟೆ ಟೈಮ್ಸ್ ನ್ಯೂಸ್ (14, 2154, 121, 2169)
unknown-headline-1: ಅಪರಿಚಿತ ವ್ಯಕ್ತಿ ಮೃತ: (1304, 1975, 1425, 1995)
school-group-photo (13, 1882, 379, 2147)
section-rule (388, 1426, 969, 1428)
